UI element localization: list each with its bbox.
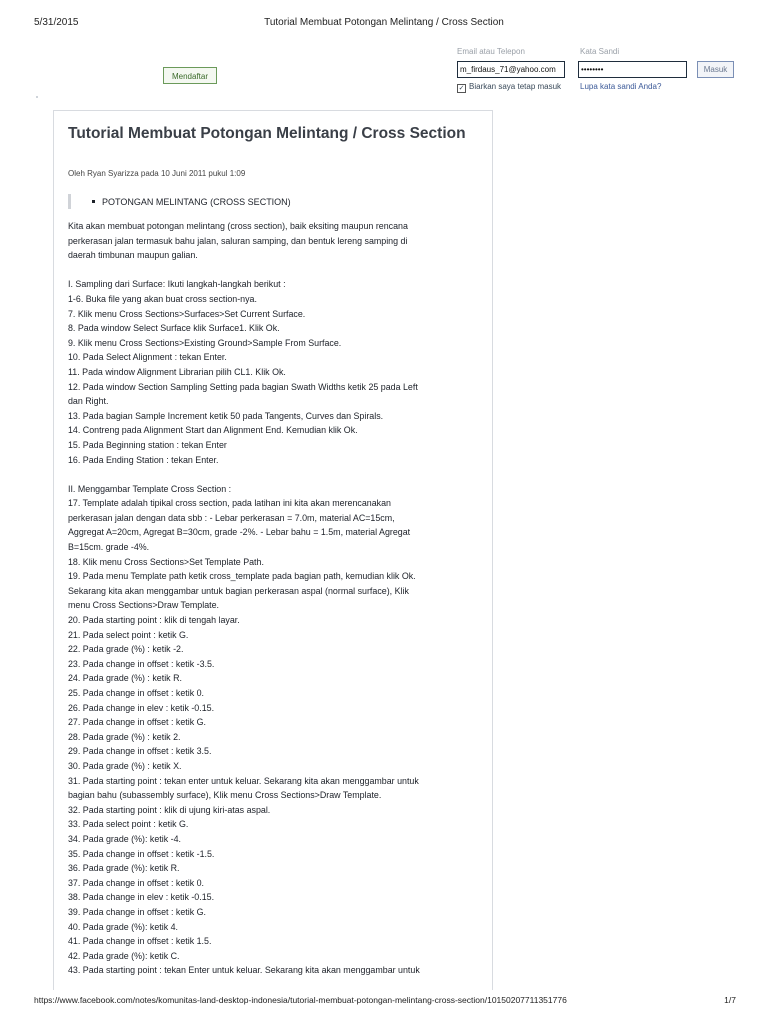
body-line: Aggregat A=20cm, Agregat B=30cm, grade -2%. - Lebar bahu = 1.5m, material Agregat [68,527,411,538]
password-field[interactable]: •••••••• [578,61,687,78]
body-line: 7. Klik menu Cross Sections>Surfaces>Set Current Surface. [68,308,306,319]
body-line: 10. Pada Select Alignment : tekan Enter. [68,352,227,363]
page-number: 1/7 [724,995,736,1005]
note-byline: Oleh Ryan Syarizza pada 10 Juni 2011 pukul 1:09 [68,169,246,178]
body-line: 40. Pada grade (%): ketik 4. [68,921,179,932]
body-line: perkerasan jalan termasuk bahu jalan, saluran samping, dan bentuk lereng samping di [68,235,408,246]
login-button[interactable]: Masuk [697,61,734,78]
print-page-title: Tutorial Membuat Potongan Melintang / Cross Section [264,17,504,28]
body-line: 38. Pada change in elev : ketik -0.15. [68,892,215,903]
body-line: 17. Template adalah tipikal cross section, pada latihan ini kita akan merencanakan [68,498,391,509]
body-line: menu Cross Sections>Draw Template. [68,600,220,611]
quote-bar [68,194,71,209]
print-date: 5/31/2015 [34,17,79,28]
body-line: perkerasan jalan dengan data sbb : - Lebar perkerasan = 7.0m, material AC=15cm, [68,512,395,523]
body-line: Kita akan membuat potongan melintang (cross section), baik eksiting maupun rencana [68,221,408,231]
checkbox-icon[interactable]: ✓ [458,85,465,92]
note-body [68,219,478,978]
body-line: 21. Pada select point : ketik G. [68,629,189,640]
login-bar [0,46,768,96]
section-heading-text: POTONGAN MELINTANG (CROSS SECTION) [102,197,291,207]
body-line: I. Sampling dari Surface: Ikuti langkah-langkah berikut : [68,279,286,290]
body-line: 20. Pada starting point : klik di tengah layar. [68,615,240,626]
blank-line [68,467,478,482]
note-card [53,110,493,990]
body-line: 29. Pada change in offset : ketik 3.5. [68,746,212,757]
body-line: 11. Pada window Alignment Librarian pilih CL1. Klik Ok. [68,366,286,377]
bullet-icon [92,200,95,203]
keep-logged-in-label: Biarkan saya tetap masuk [469,82,562,91]
blank-line [68,263,478,278]
body-line: 25. Pada change in offset : ketik 0. [68,688,205,698]
body-line: 1-6. Buka file yang akan buat cross section-nya. [68,293,257,304]
body-line: 35. Pada change in offset : ketik -1.5. [68,848,215,859]
email-label: Email atau Telepon [457,47,525,56]
body-line: 24. Pada grade (%) : ketik R. [68,673,182,684]
body-line: dan Right. [68,396,109,407]
print-url: https://www.facebook.com/notes/komunitas-land-desktop-indonesia/tutorial-membuat-potongan-melintang-cross-section/10150207711351776 [34,995,567,1005]
forgot-password-link[interactable]: Lupa kata sandi Anda? [580,82,662,91]
body-line: 30. Pada grade (%) : ketik X. [68,760,182,771]
body-line: B=15cm. grade -4%. [68,542,150,553]
body-line: 28. Pada grade (%) : ketik 2. [68,731,181,742]
signup-button[interactable]: Mendaftar [163,67,217,84]
body-line: 9. Klik menu Cross Sections>Existing Ground>Sample From Surface. [68,337,342,348]
body-line: 26. Pada change in elev : ketik -0.15. [68,702,215,713]
body-line: 39. Pada change in offset : ketik G. [68,906,206,917]
body-line: 37. Pada change in offset : ketik 0. [68,877,205,888]
body-line: 36. Pada grade (%): ketik R. [68,863,180,874]
body-line: 13. Pada bagian Sample Increment ketik 50 pada Tangents, Curves dan Spirals. [68,410,384,421]
note-title: Tutorial Membuat Potongan Melintang / Cross Section [68,125,466,142]
body-line: 19. Pada menu Template path ketik cross_template pada bagian path, kemudian klik Ok. [68,571,416,582]
body-line: 31. Pada starting point : tekan enter untuk keluar. Sekarang kita akan menggambar untuk [68,775,419,786]
body-line: 43. Pada starting point : tekan Enter untuk keluar. Sekarang kita akan menggambar untuk [68,965,420,976]
body-line: 22. Pada grade (%) : ketik -2. [68,644,184,655]
body-line: 42. Pada grade (%): ketik C. [68,950,180,961]
divider-dot [36,96,38,98]
body-line: 27. Pada change in offset : ketik G. [68,717,206,728]
body-line: 33. Pada select point : ketik G. [68,819,189,830]
body-line: 16. Pada Ending Station : tekan Enter. [68,454,219,465]
body-line: 14. Contreng pada Alignment Start dan Alignment End. Kemudian klik Ok. [68,425,358,436]
body-line: 18. Klik menu Cross Sections>Set Template Path. [68,556,264,567]
password-label: Kata Sandi [580,47,620,56]
body-line: Sekarang kita akan menggambar untuk bagian perkerasan aspal (normal surface), Klik [68,585,409,596]
keep-logged-in[interactable] [457,82,561,93]
body-line: 41. Pada change in offset : ketik 1.5. [68,936,212,947]
body-line: 23. Pada change in offset : ketik -3.5. [68,658,215,669]
body-line: 12. Pada window Section Sampling Setting pada bagian Swath Widths ketik 25 pada Left [68,381,418,392]
body-line: 15. Pada Beginning station : tekan Enter [68,439,227,450]
body-line: bagian bahu (subassembly surface), Klik menu Cross Sections>Draw Template. [68,790,382,801]
body-line: 34. Pada grade (%): ketik -4. [68,833,181,844]
email-field[interactable]: m_firdaus_71@yahoo.com [457,61,565,78]
body-line: II. Menggambar Template Cross Section : [68,483,232,494]
body-line: 32. Pada starting point : klik di ujung kiri-atas aspal. [68,804,271,815]
body-line: daerah timbunan maupun galian. [68,250,198,261]
body-line: 8. Pada window Select Surface klik Surface1. Klik Ok. [68,323,280,334]
